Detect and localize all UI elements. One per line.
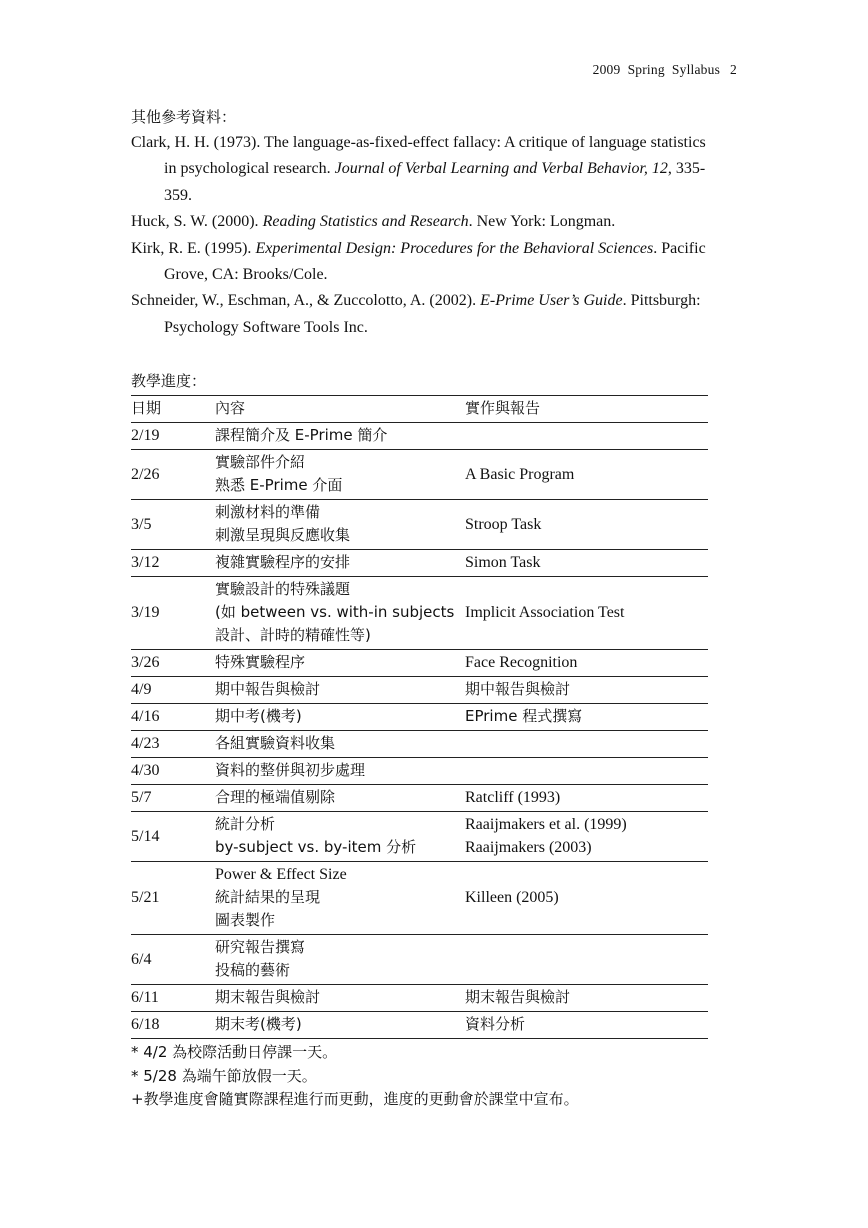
reference-text: Kirk, R. E. (1995).: [131, 239, 256, 257]
row-content-line: 圖表製作: [215, 911, 276, 929]
table-row: [131, 704, 708, 731]
row-date: 4/16: [131, 704, 215, 731]
schedule-section: [131, 368, 708, 1112]
schedule-body: [131, 423, 708, 1039]
row-content-line: 統計分析: [215, 815, 276, 833]
row-date: 5/14: [131, 812, 215, 862]
column-header-content: 內容: [215, 396, 465, 423]
row-date: 2/19: [131, 423, 215, 450]
reference-text: . New York: Longman.: [468, 213, 616, 231]
schedule-header-row: [131, 396, 708, 423]
row-content-line: 資料的整併與初步處理: [215, 761, 366, 779]
row-practice: [465, 500, 708, 550]
table-row: [131, 677, 708, 704]
column-header-practice: 實作與報告: [465, 396, 708, 423]
table-row: [131, 785, 708, 812]
header-page-number: 2: [730, 62, 737, 77]
row-practice-line: EPrime 程式撰寫: [465, 707, 583, 725]
row-practice: [465, 812, 708, 862]
schedule-note: * 4/2 為校際活動日停課一天。: [131, 1043, 338, 1061]
row-date: 5/21: [131, 862, 215, 935]
row-date: 6/4: [131, 935, 215, 985]
row-content: [215, 677, 465, 704]
row-practice: [465, 1012, 708, 1039]
reference-text: . Pittsburgh: Psychology Software Tools Inc.: [164, 292, 701, 336]
row-content-line: 實驗部件介紹: [215, 453, 306, 471]
row-content: [215, 985, 465, 1012]
reference-item: [131, 209, 721, 235]
reference-title-italic: Reading Statistics and Research: [262, 213, 469, 231]
row-date: 3/26: [131, 650, 215, 677]
schedule-note: * 5/28 為端午節放假一天。: [131, 1066, 317, 1085]
row-date: 3/19: [131, 577, 215, 650]
reference-text: Huck, S. W. (2000).: [131, 213, 263, 231]
row-practice: [465, 423, 708, 450]
schedule-title: 教學進度：: [131, 372, 207, 390]
row-date: 4/23: [131, 731, 215, 758]
table-row: [131, 758, 708, 785]
reference-item: [131, 288, 721, 341]
row-content: [215, 450, 465, 500]
table-row: [131, 577, 708, 650]
row-content-line: 期末報告與檢討: [215, 988, 321, 1006]
row-date: 4/30: [131, 758, 215, 785]
row-practice: [465, 935, 708, 985]
row-practice-line: Face Recognition: [465, 654, 578, 671]
row-content: [215, 1012, 465, 1039]
row-content-line: 研究報告撰寫: [215, 938, 306, 956]
table-row: [131, 1012, 708, 1039]
table-row: [131, 500, 708, 550]
reference-title-italic: E-Prime User’s Guide: [480, 292, 623, 310]
row-date: 5/7: [131, 785, 215, 812]
reference-title-italic: Journal of Verbal Learning and Verbal Behavior, 12: [334, 160, 668, 178]
row-practice-line: Stroop Task: [465, 515, 542, 533]
row-date: 2/26: [131, 450, 215, 500]
row-content: [215, 550, 465, 577]
references-title: 其他參考資料：: [131, 108, 237, 126]
row-content-line: by-subject vs. by-item 分析: [215, 838, 417, 856]
row-practice-line: 資料分析: [465, 1015, 526, 1033]
row-content: [215, 704, 465, 731]
row-practice: [465, 577, 708, 650]
row-content: [215, 731, 465, 758]
row-date: 3/12: [131, 550, 215, 577]
row-content-line: 刺激材料的準備: [215, 503, 321, 521]
reference-title-italic: Experimental Design: Procedures for the Behavioral Sciences: [255, 239, 654, 257]
row-content-line: 各組實驗資料收集: [215, 734, 336, 752]
row-content: [215, 650, 465, 677]
row-content-line: 實驗設計的特殊議題: [215, 580, 351, 598]
column-header-date: 日期: [131, 396, 215, 423]
row-practice-line: Simon Task: [465, 554, 541, 571]
row-practice: [465, 677, 708, 704]
row-date: 3/5: [131, 500, 215, 550]
row-practice-line: Killeen (2005): [465, 889, 559, 906]
row-practice: [465, 785, 708, 812]
reference-text: , 335-359.: [164, 160, 706, 204]
reference-text: Clark, H. H. (1973). The language-as-fixed-effect fallacy: A critique of language statistics in psychological research.: [131, 134, 706, 178]
row-content: [215, 935, 465, 985]
reference-list: [131, 130, 721, 341]
table-row: [131, 985, 708, 1012]
header-course: 2009 Spring Syllabus: [592, 62, 721, 77]
page-header: [593, 62, 737, 78]
table-row: [131, 423, 708, 450]
row-content-line: 合理的極端值剔除: [215, 788, 336, 806]
row-practice-line: 期中報告與檢討: [465, 680, 571, 698]
row-content: [215, 423, 465, 450]
schedule-notes: [131, 1041, 708, 1112]
row-content: [215, 577, 465, 650]
reference-item: [131, 236, 721, 289]
row-content-line: 期中考(機考): [215, 707, 302, 725]
row-practice-line: Raaijmakers (2003): [465, 839, 592, 856]
table-row: [131, 812, 708, 862]
row-content: [215, 785, 465, 812]
row-practice: [465, 731, 708, 758]
row-practice-line: A Basic Program: [465, 465, 575, 483]
references-section: [131, 104, 721, 341]
row-practice: [465, 550, 708, 577]
row-practice-line: Raaijmakers et al. (1999): [465, 816, 627, 833]
row-content-line: 期末考(機考): [215, 1015, 302, 1033]
row-practice: [465, 758, 708, 785]
table-row: [131, 450, 708, 500]
row-date: 4/9: [131, 677, 215, 704]
row-content-line: Power & Effect Size: [215, 866, 347, 883]
row-content-line: 期中報告與檢討: [215, 680, 321, 698]
table-row: [131, 862, 708, 935]
row-content-line: 刺激呈現與反應收集: [215, 526, 351, 544]
row-content: [215, 862, 465, 935]
table-row: [131, 550, 708, 577]
row-practice: [465, 862, 708, 935]
row-date: 6/11: [131, 985, 215, 1012]
row-practice: [465, 650, 708, 677]
row-content-line: (如 between vs. with-in subjects: [215, 603, 455, 621]
row-content-line: 課程簡介及 E-Prime 簡介: [215, 426, 388, 444]
row-practice: [465, 450, 708, 500]
row-content-line: 統計結果的呈現: [215, 888, 321, 906]
row-practice-line: Implicit Association Test: [465, 604, 625, 621]
row-content-line: 複雜實驗程序的安排: [215, 553, 351, 571]
schedule-note: +教學進度會隨實際課程進行而更動，進度的更動會於課堂中宣布。: [131, 1090, 579, 1108]
reference-text: . Pacific Grove, CA: Brooks/Cole.: [164, 239, 706, 284]
row-content-line: 特殊實驗程序: [215, 653, 306, 671]
table-row: [131, 935, 708, 985]
schedule-table: [131, 395, 708, 1039]
row-practice: [465, 704, 708, 731]
row-date: 6/18: [131, 1012, 215, 1039]
reference-text: Schneider, W., Eschman, A., & Zuccolotto, A. (2002).: [131, 292, 481, 310]
table-row: [131, 731, 708, 758]
row-content: [215, 500, 465, 550]
row-content-line: 熟悉 E-Prime 介面: [215, 476, 343, 494]
row-content: [215, 812, 465, 862]
row-practice-line: 期末報告與檢討: [465, 988, 571, 1006]
row-practice-line: Ratcliff (1993): [465, 789, 561, 806]
row-content-line: 設計、計時的精確性等): [215, 626, 371, 644]
row-practice: [465, 985, 708, 1012]
table-row: [131, 650, 708, 677]
reference-item: [131, 130, 721, 209]
row-content: [215, 758, 465, 785]
row-content-line: 投稿的藝術: [215, 961, 291, 979]
